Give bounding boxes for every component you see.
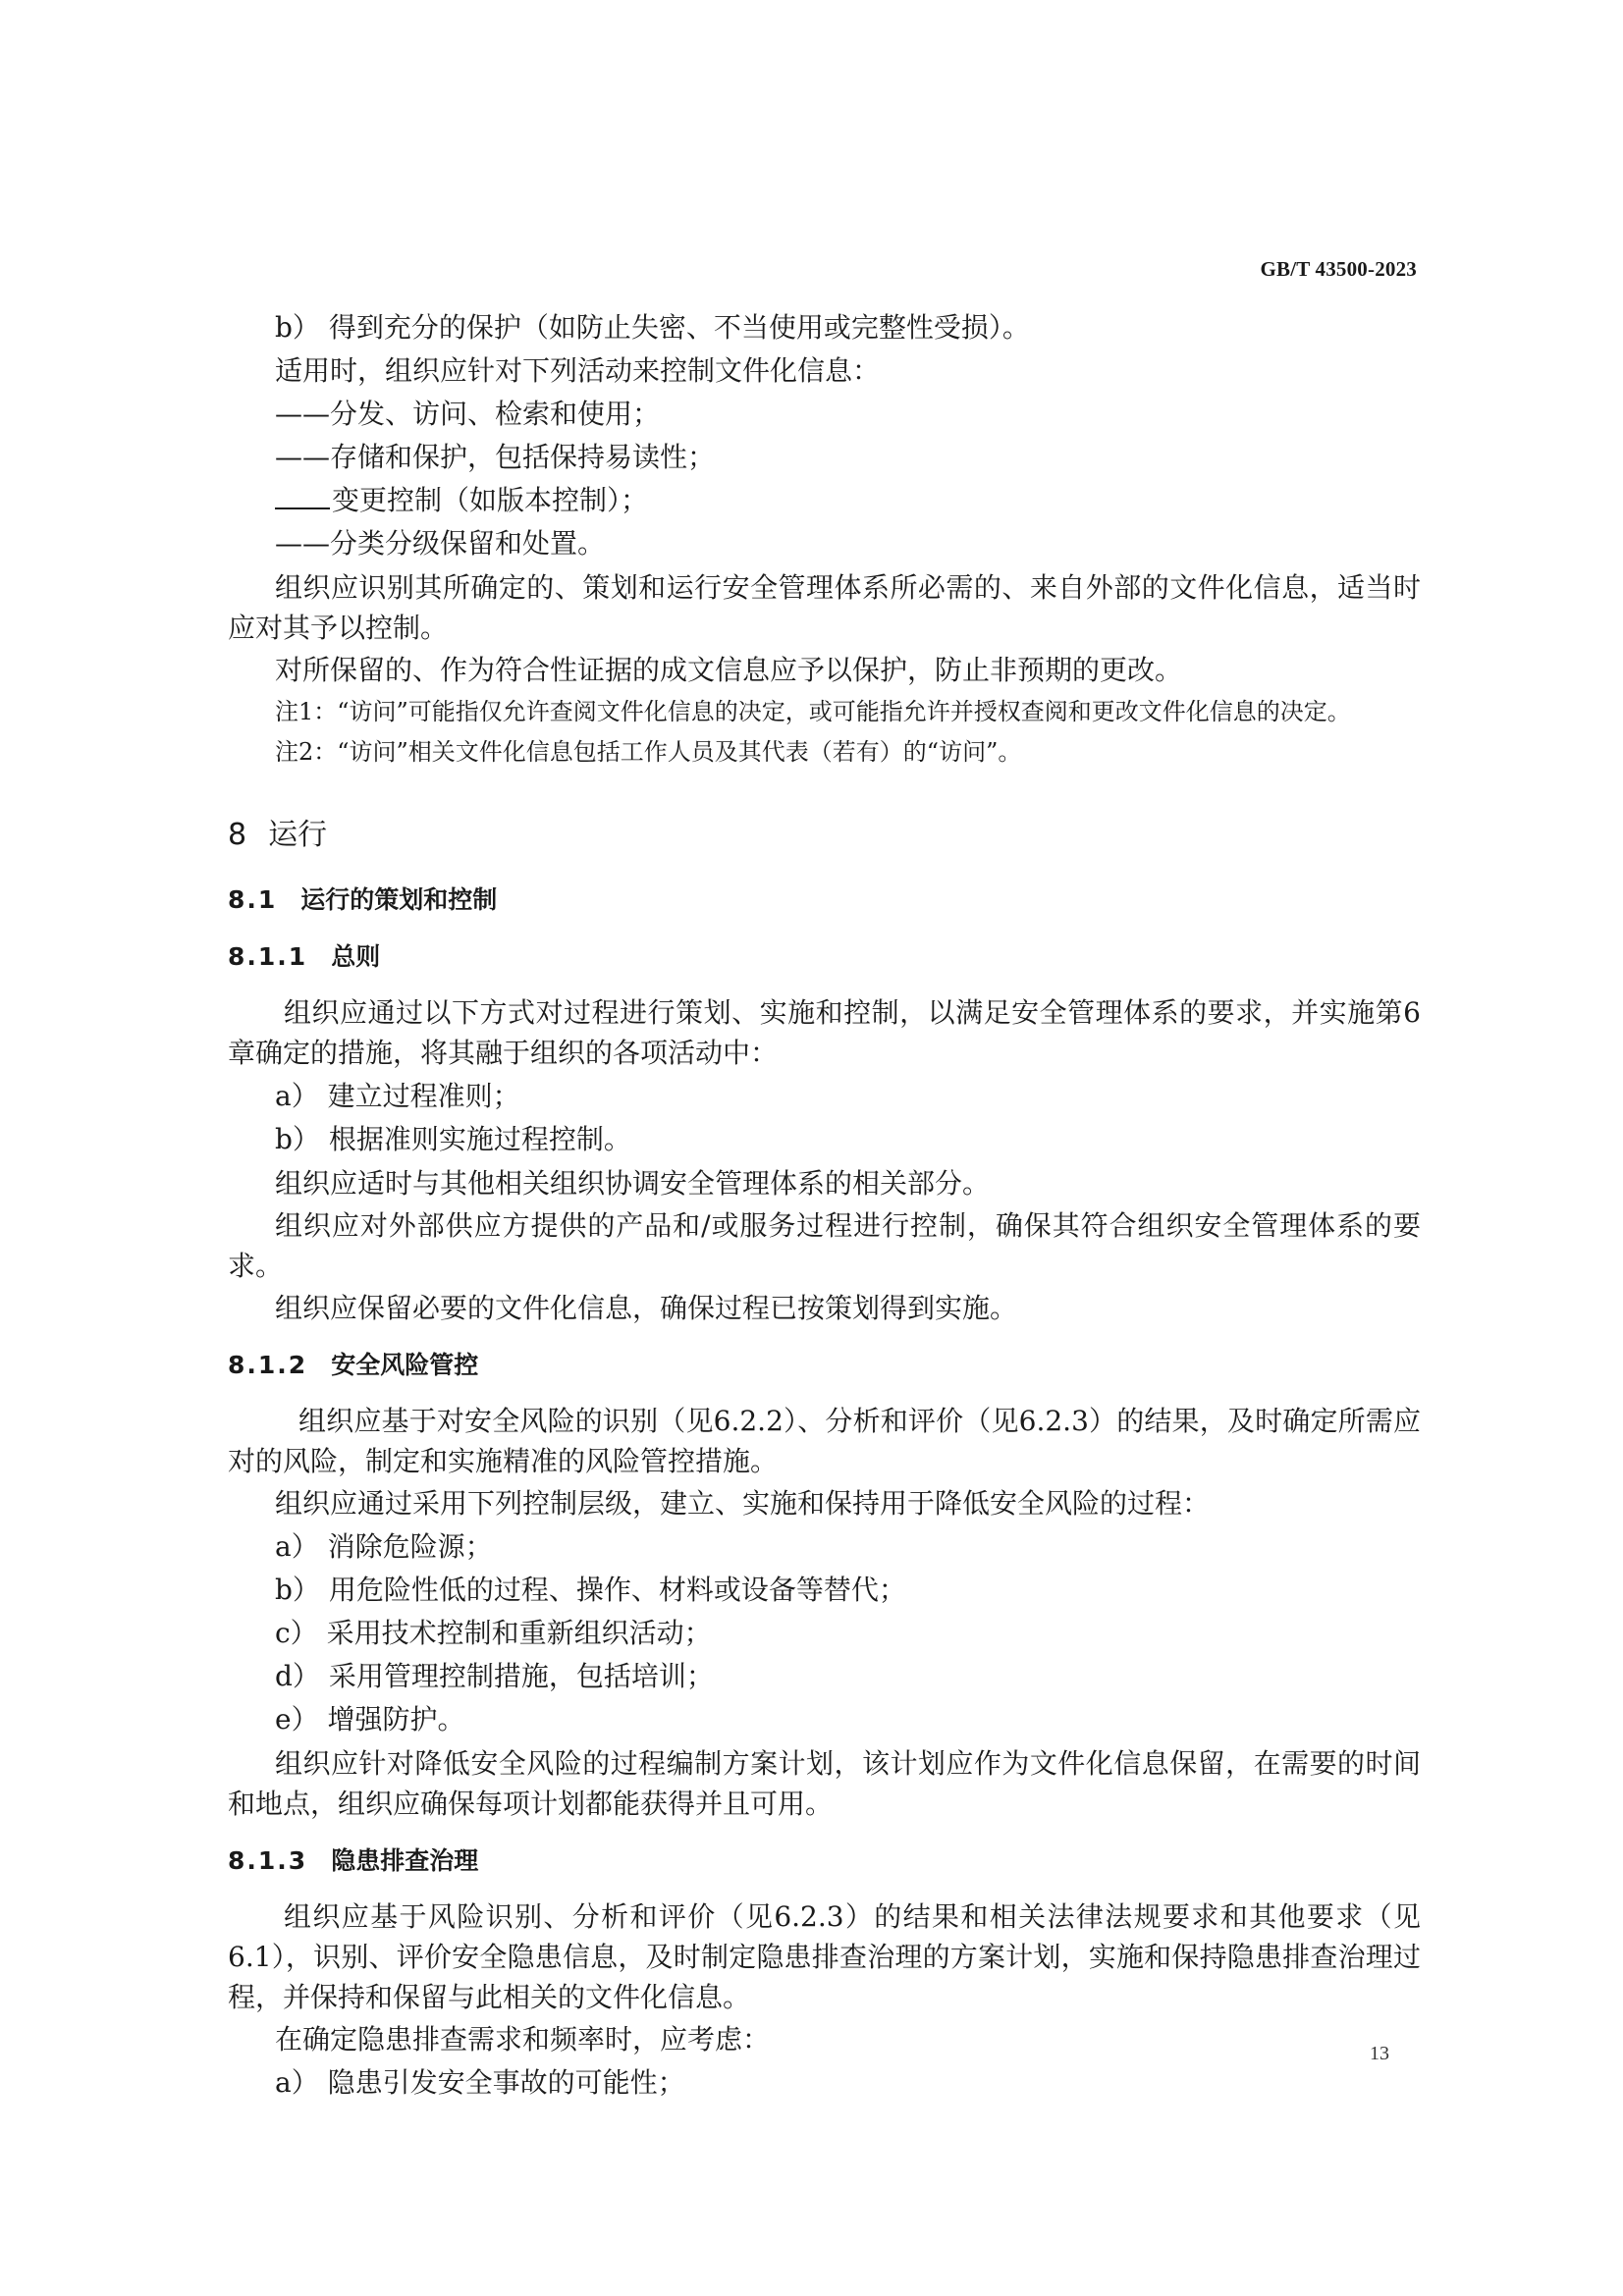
standard-number: GB/T 43500-2023 (1260, 257, 1417, 281)
section-title: 总则 (331, 942, 381, 971)
section-title: 隐患排查治理 (331, 1846, 479, 1875)
paragraph: 组织应适时与其他相关组织协调安全管理体系的相关部分。 (275, 1167, 991, 1200)
paragraph: 对所保留的、作为符合性证据的成文信息应予以保护，防止非预期的更改。 (275, 654, 1183, 686)
section-number: 8.1.3 (228, 1846, 308, 1875)
paragraph: 组织应基于风险识别、分析和评价（见6.2.3）的结果和相关法律法规要求和其他要求（见6.1），识别、评价安全隐患信息，及时制定隐患排查治理的方案计划，实施和保持隐患排查治理过程，并保持和保留与此相关的文件化信息。 (228, 1900, 1421, 2013)
list-item-a: a） 隐患引发安全事故的可能性； (275, 2066, 685, 2099)
note-2: 注2：“访问”相关文件化信息包括工作人员及其代表（若有）的“访问”。 (275, 738, 1022, 766)
section-heading-8-1-1 (228, 937, 1421, 977)
paragraph: 组织应保留必要的文件化信息，确保过程已按策划得到实施。 (275, 1292, 1018, 1324)
section-title: 运行的策划和控制 (300, 885, 498, 914)
section-heading-8-1 (228, 881, 1421, 920)
section-number: 8.1.1 (228, 942, 308, 971)
dash-item: ——存储和保护，包括保持易读性； (275, 441, 716, 473)
underline-mark (275, 484, 330, 509)
list-item-d: d） 采用管理控制措施，包括培训； (275, 1660, 714, 1692)
paragraph: 组织应对外部供应方提供的产品和/或服务过程进行控制，确保其符合组织安全管理体系的要求。 (228, 1209, 1421, 1282)
list-item-c: c） 采用技术控制和重新组织活动； (275, 1617, 712, 1649)
note-1: 注1：“访问”可能指仅允许查阅文件化信息的决定，或可能指允许并授权查阅和更改文件化信息的决定。 (275, 698, 1351, 725)
dash-item (228, 479, 1421, 522)
chapter-number: 8 (228, 818, 247, 852)
list-item-b: b） 得到充分的保护（如防止失密、不当使用或完整性受损）。 (275, 311, 1030, 344)
paragraph: 组织应基于对安全风险的识别（见6.2.2）、分析和评价（见6.2.3）的结果，及时确定所需应对的风险，制定和实施精准的风险管控措施。 (228, 1405, 1421, 1477)
page-number: 13 (1370, 2043, 1389, 2064)
chapter-heading (228, 814, 1421, 857)
section-number: 8.1 (228, 885, 278, 914)
list-item-a: a） 消除危险源； (275, 1530, 493, 1563)
list-item-e: e） 增强防护。 (275, 1703, 465, 1735)
paragraph: 适用时，组织应针对下列活动来控制文件化信息： (275, 354, 881, 387)
section-title: 安全风险管控 (331, 1351, 479, 1379)
section-heading-8-1-3 (228, 1842, 1421, 1881)
list-item-b: b） 根据准则实施过程控制。 (275, 1123, 631, 1155)
paragraph: 组织应通过以下方式对过程进行策划、实施和控制，以满足安全管理体系的要求，并实施第6章确定的措施，将其融于组织的各项活动中： (228, 996, 1421, 1069)
dash-item: ——分类分级保留和处置。 (275, 527, 606, 560)
paragraph: 组织应识别其所确定的、策划和运行安全管理体系所必需的、来自外部的文件化信息，适当时应对其予以控制。 (228, 571, 1421, 644)
list-item-b: b） 用危险性低的过程、操作、材料或设备等替代； (275, 1574, 906, 1606)
dash-item: ——分发、访问、检索和使用； (275, 398, 661, 430)
section-heading-8-1-2 (228, 1346, 1421, 1385)
section-number: 8.1.2 (228, 1351, 308, 1379)
paragraph: 在确定隐患排查需求和频率时，应考虑： (275, 2023, 771, 2056)
paragraph: 组织应针对降低安全风险的过程编制方案计划，该计划应作为文件化信息保留，在需要的时间和地点，组织应确保每项计划都能获得并且可用。 (228, 1747, 1421, 1820)
page-content (228, 306, 1421, 2105)
dash-item-text: 变更控制（如版本控制）； (332, 484, 649, 516)
paragraph: 组织应通过采用下列控制层级，建立、实施和保持用于降低安全风险的过程： (275, 1487, 1211, 1520)
chapter-title: 运行 (268, 818, 328, 852)
list-item-a: a） 建立过程准则； (275, 1080, 520, 1112)
